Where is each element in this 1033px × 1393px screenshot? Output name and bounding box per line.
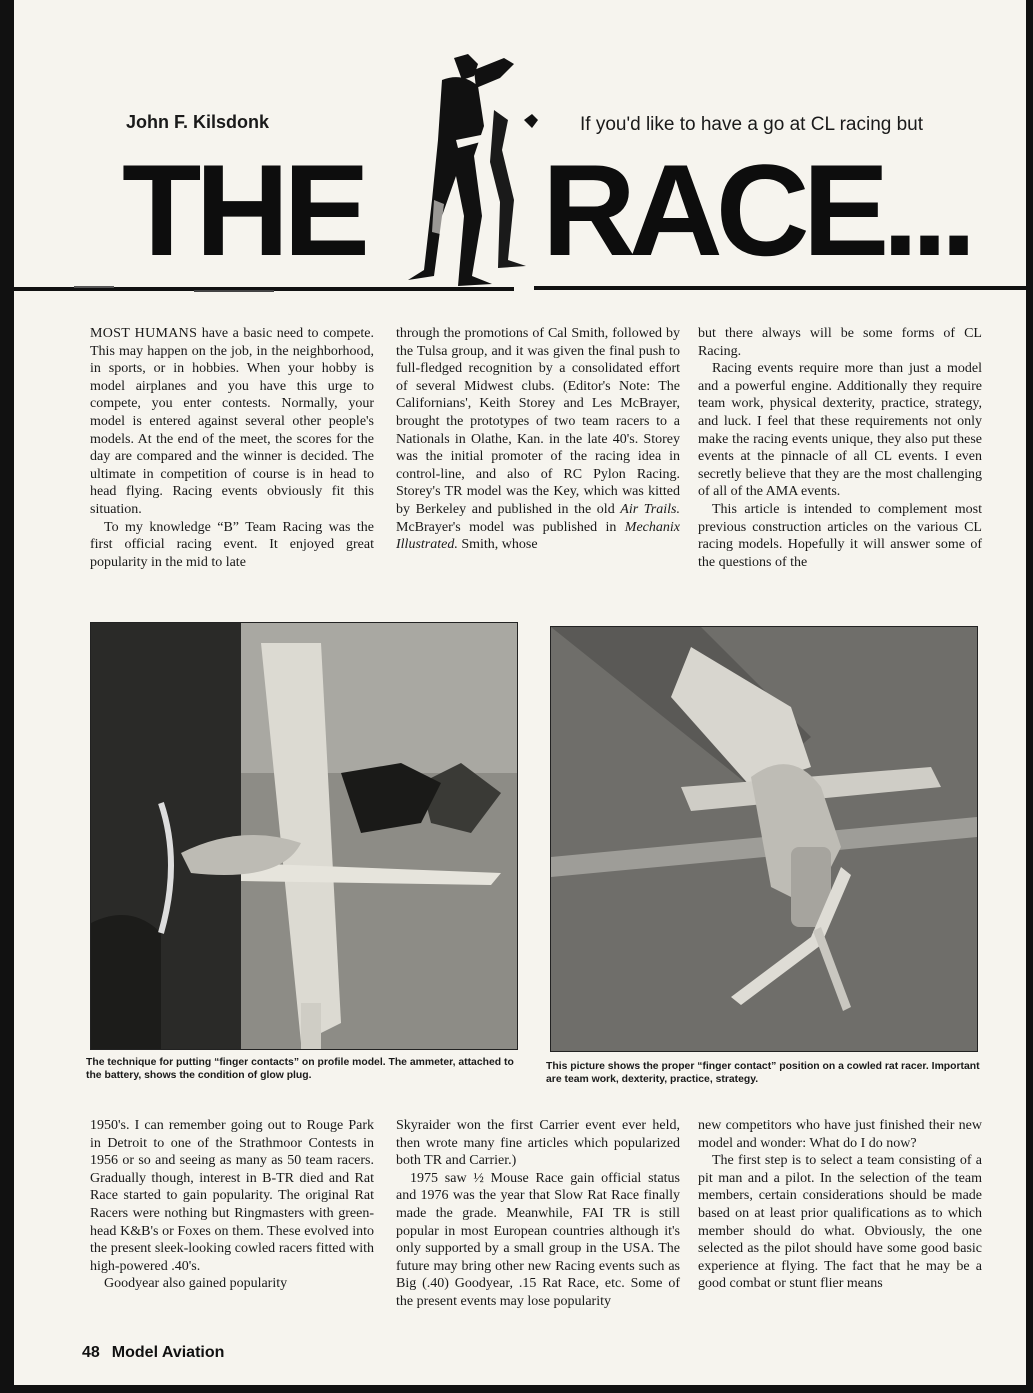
paragraph: The first step is to select a team consisting of a pit man and a pilot. In the selection of the team members, certain considerations should be made based on at least prior qualifications as to which member should do what. Obviously, the one selected as the pilot should have some good basic experience at flying. The fact that he may be a good combat or stunt flier means [698,1153,982,1292]
pit-crew-silhouette-illustration [374,50,554,290]
article-column-1-bottom [90,1117,374,1293]
article-column-2-top [396,325,680,554]
article-column-3-top [698,325,982,571]
paragraph: new competitors who have just finished their new model and wonder: What do I do now? [698,1118,982,1151]
paragraph [396,325,680,554]
photo-caption-left: The technique for putting “finger contacts” on profile model. The ammeter, attached to the battery, shows the condition of glow plug. [86,1057,514,1081]
magazine-title: Mechanix Illustrated. [396,519,680,553]
article-column-2-bottom [396,1117,680,1311]
lead-in: MOST HUMANS [90,326,198,341]
paragraph: but there always will be some forms of CL Racing. [698,326,982,359]
paragraph: have a basic need to compete. This may happen on the job, in the neighborhood, in sports, or in hobbies. When your hobby is model airplanes and you have this urge to compete, you enter contests. Normally, your model is entered against several other people's models. At the end of the meet, the scores for the day are compared and the winner is decided. The ultimate in competition of course is in head to head flying. Racing events obviously fit this situation. [90,326,374,517]
paragraph-text: Smith, whose [457,537,538,553]
magazine-page [14,0,1026,1385]
paragraph: Racing events require more than just a model and a powerful engine. Additionally they require team work, physical dexterity, practice, strategy, and luck. I feel that these requirements not only make the racing events unique, they also put these events at the pinnacle of all CL events. I even secretly believe that they are the most challenging of all of the AMA events. [698,361,982,500]
paragraph: 1975 saw ½ Mouse Race gain official status and 1976 was the year that Slow Rat Race finally made the grade. Meanwhile, FAI TR is still popular in most European countries although it's only supported by a small group in the USA. The future may bring other new Racing events such as Big (.40) Goodyear, .15 Rat Race, etc. Some of the present events may lose popularity [396,1170,680,1309]
article-column-3-bottom [698,1117,982,1293]
paragraph: To my knowledge “B” Team Racing was the first official racing event. It enjoyed great popularity in the mid to late [90,519,374,570]
headline-rule-right [534,286,1026,290]
headline-deck: If you'd like to have a go at CL racing but [580,114,924,135]
article-column-1-top [90,325,374,571]
headline-race: RACE... [542,137,970,283]
photo-profile-model-finger-contacts [90,622,518,1050]
magazine-title: Air Trails. [620,501,680,517]
paragraph: Skyraider won the first Carrier event ever held, then wrote many fine articles which popularized both TR and Carrier.) [396,1118,680,1169]
photo-caption-right: This picture shows the proper “finger contact” position on a cowled rat racer. Important are team work, dexterity, practice, strategy. [546,1061,980,1085]
author-byline: John F. Kilsdonk [126,112,270,132]
paragraph: 1950's. I can remember going out to Rouge Park in Detroit to one of the Strathmoor Contests in 1956 or so and seeing as many as 50 team racers. Gradually though, interest in B-TR died and Rat Race started to gain popularity. The original Rat Racers were nothing but Ringmasters with green-head K&B's or Foxes on them. These evolved into the present sleek-looking cowled racers fitted with high-powered .40's. [90,1118,374,1274]
paragraph-text: through the promotions of Cal Smith, followed by the Tulsa group, and it was given the final push to full-fledged recognition by a consolidated effort of several Midwest clubs. (Editor's Note: The Californians', Keith Storey and Les McBrayer, brought the prototypes of two team racers to a Nationals in Olathe, Kan. in the late 40's. Storey was the initial promoter of the racing idea in control-line, and also of RC Pylon Racing. Storey's TR model was the Key, which was kitted by Berkeley and published in the old [396,326,680,517]
magazine-name: Model Aviation [111,1344,225,1361]
headline-the: THE [122,137,364,283]
page-number: 48 [82,1344,100,1361]
paragraph-text: McBrayer's model was published in [396,519,625,535]
paragraph: This article is intended to complement most previous construction articles on the various CL racing models. Hopefully it will answer some of the questions of the [698,501,982,570]
paragraph: Goodyear also gained popularity [104,1276,288,1292]
page-footer [82,1344,224,1362]
photo-cowled-rat-racer-finger-contact [550,626,978,1052]
headline-rule-left [14,286,514,292]
